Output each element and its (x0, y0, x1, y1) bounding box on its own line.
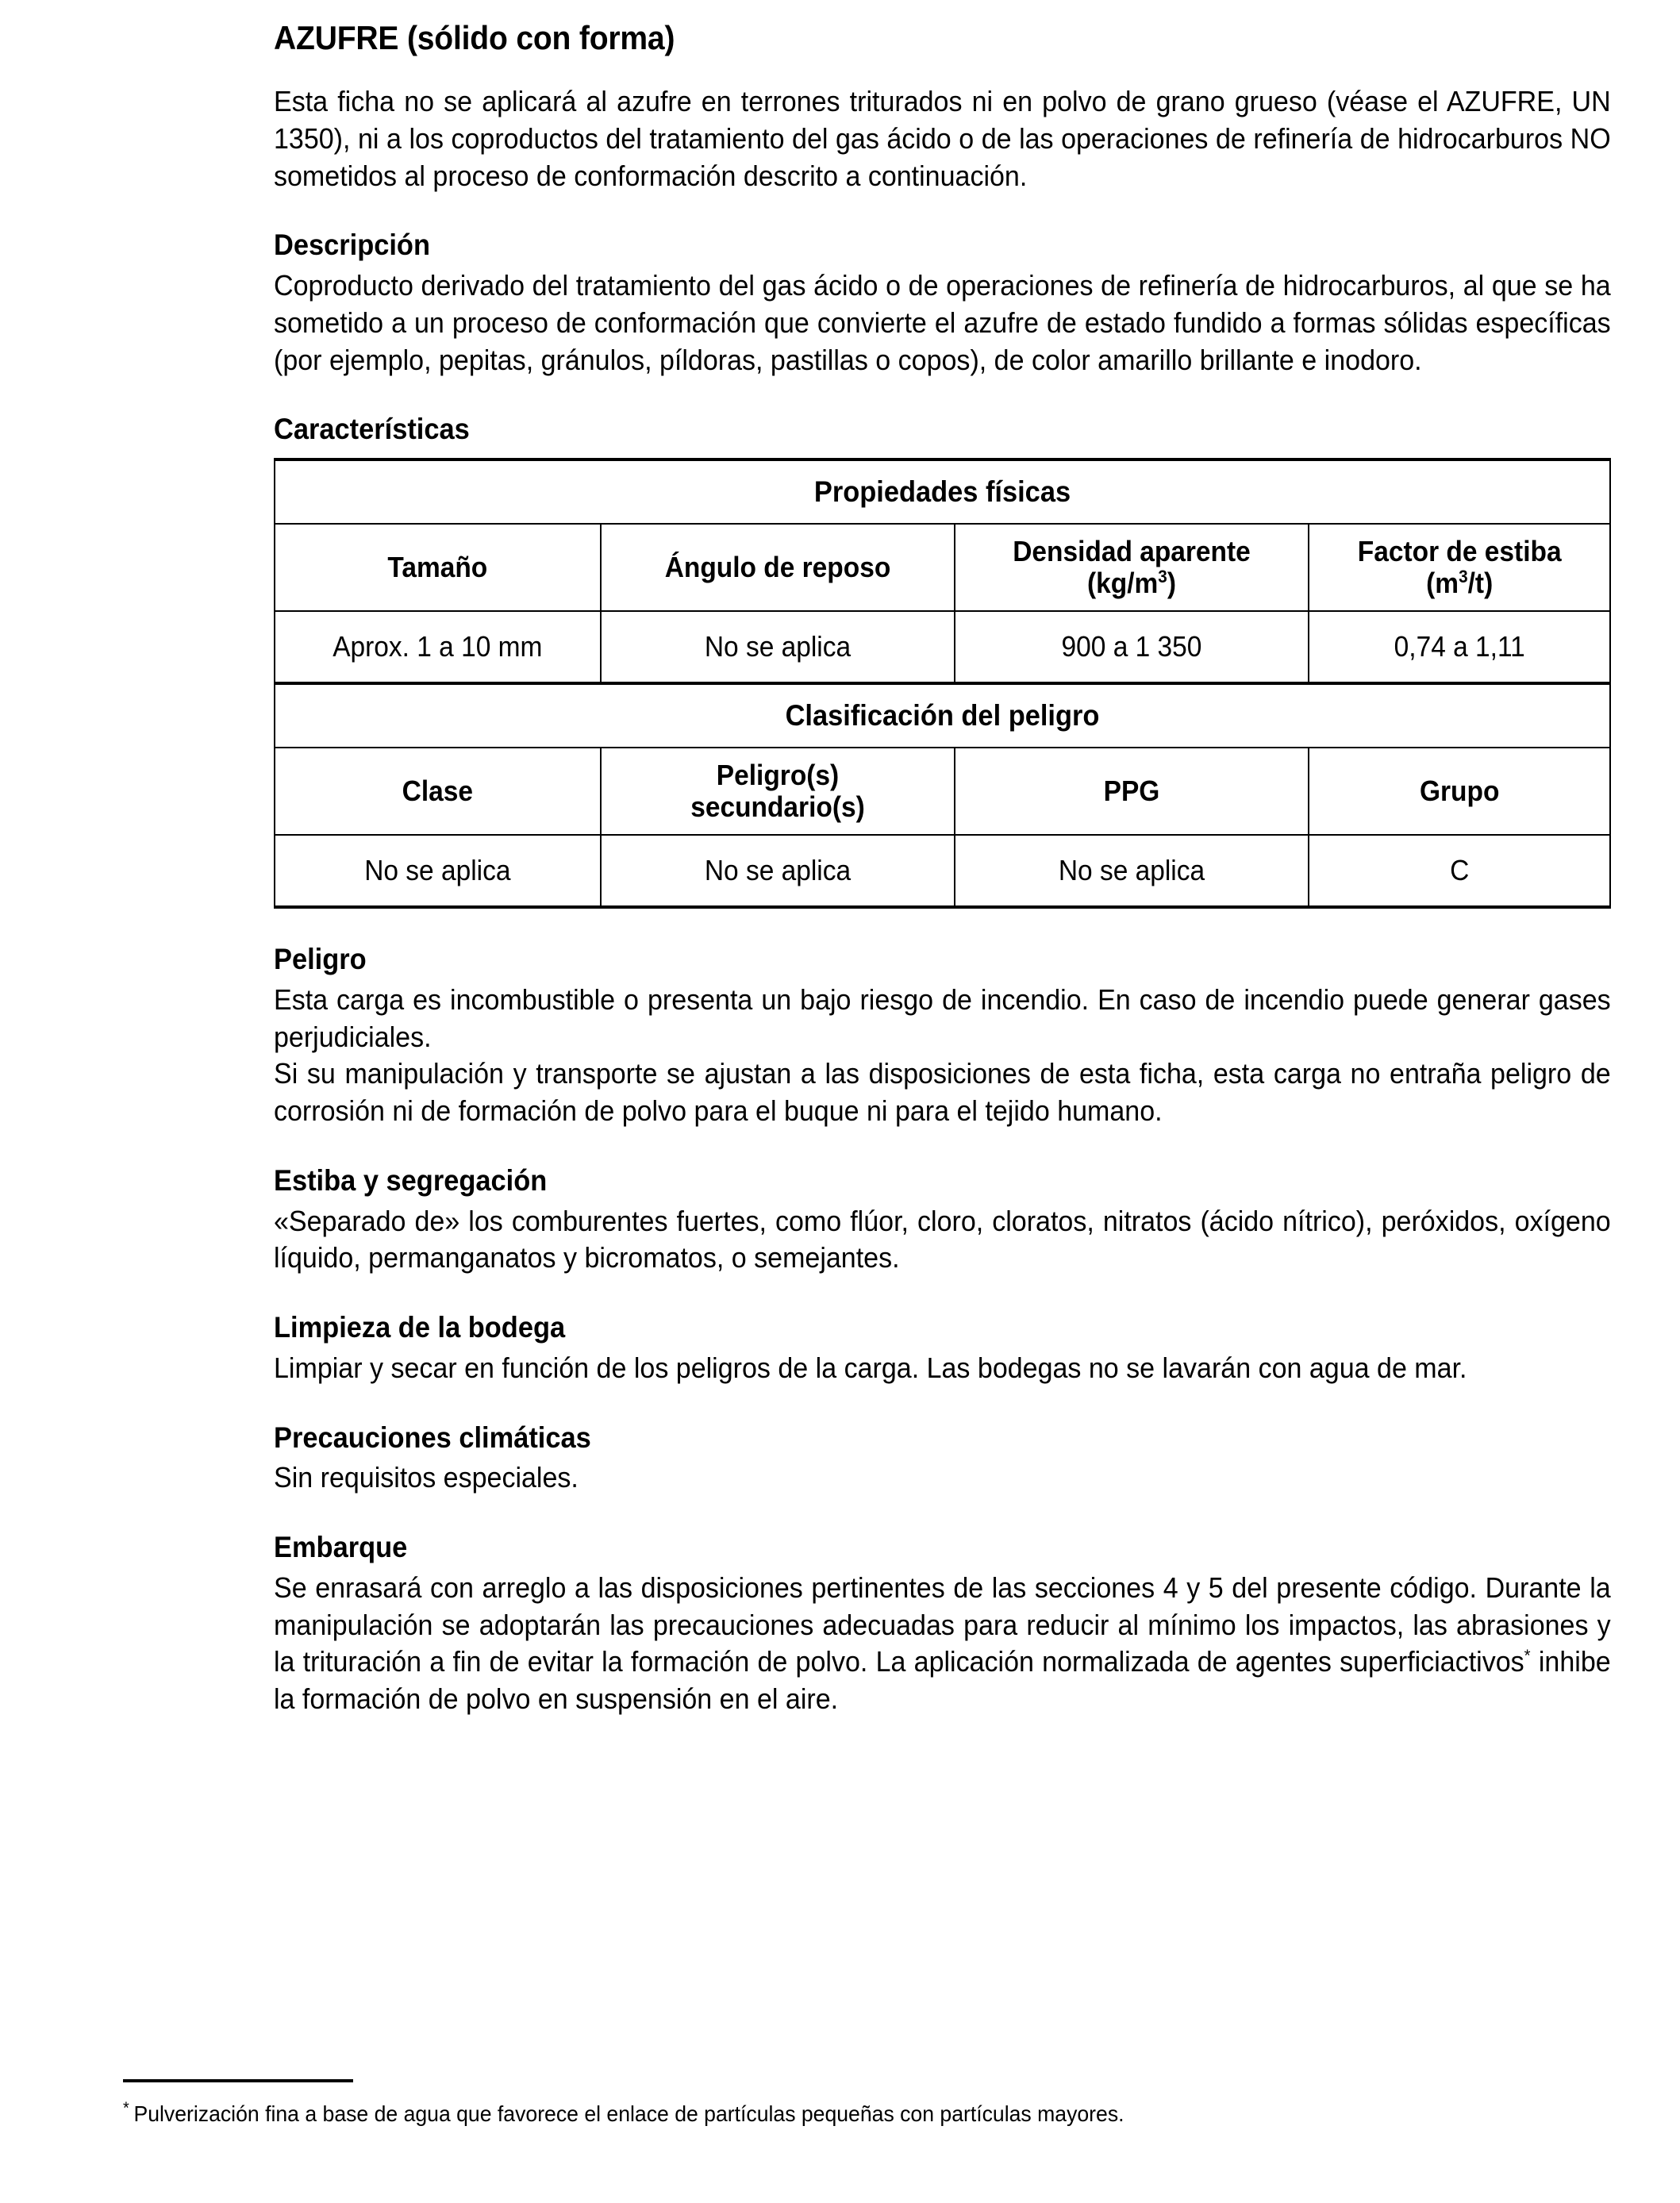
embarque-text-part1: Se enrasará con arreglo a las disposiciones pertinentes de las secciones 4 y 5 del presente código. Durante la manipulación se adoptarán las precauciones adecuadas para reducir al mínimo los impactos, las abrasiones y la trituración a fin de evitar la formación de polvo. La aplicación normalizada de agentes superficiactivos (274, 1571, 1611, 1678)
section-body-limpieza-bodega: Limpiar y secar en función de los peligros de la carga. Las bodegas no se lavarán con agua de mar. (274, 1351, 1467, 1384)
section-heading-estiba-segregacion: Estiba y segregación (274, 1163, 548, 1197)
spacer (274, 1277, 1611, 1310)
table-band-physical: Propiedades físicas (275, 459, 1610, 524)
section-heading-embarque: Embarque (274, 1531, 408, 1564)
table-cell-clase-value: No se aplica (275, 835, 601, 907)
table-cell-grupo-value: C (1309, 835, 1610, 907)
section-heading-descripcion: Descripción (274, 229, 430, 262)
table-header-grupo: Grupo (1309, 748, 1610, 835)
table-row-hazard-headers (275, 748, 1610, 835)
section-body-peligro-2: Si su manipulación y transporte se ajustan a las disposiciones de esta ficha, esta carga no entraña peligro de corrosión ni de formación de polvo para el buque ni para el tejido humano. (274, 1057, 1611, 1128)
section-heading-precauciones-climaticas: Precauciones climáticas (274, 1421, 591, 1454)
page-title: AZUFRE (sólido con forma) (274, 19, 675, 56)
peligro-sec-line1: Peligro(s) (716, 758, 839, 791)
intro-paragraph: Esta ficha no se aplicará al azufre en terrones triturados ni en polvo de grano grueso (véase el AZUFRE, UN 1350), ni a los coproductos del tratamiento del gas ácido o de las operaciones de refinería de hidrocarburos NO sometidos al proceso de conformación descrito a continuación. (274, 85, 1611, 192)
section-body-estiba-segregacion: «Separado de» los comburentes fuertes, como flúor, cloro, cloratos, nitratos (ácido nítrico), peróxidos, oxígeno líquido, permanganatos y bicromatos, o semejantes. (274, 1204, 1611, 1275)
factor-unit-exponent: 3 (1458, 567, 1468, 587)
table-header-peligro-secundario (601, 748, 955, 835)
table-row-physical-band (275, 459, 1610, 524)
document-content (274, 19, 1611, 1718)
table-header-tamano: Tamaño (275, 524, 601, 611)
section-body-precauciones-climaticas: Sin requisitos especiales. (274, 1461, 579, 1494)
table-cell-densidad-value: 900 a 1 350 (955, 611, 1309, 683)
section-body-descripcion: Coproducto derivado del tratamiento del gas ácido o de operaciones de refinería de hidrocarburos, al que se ha sometido a un proceso de conformación que convierte el azufre de estado fundido a formas sólidas específicas (por ejemplo, pepitas, gránulos, píldoras, pastillas o copos), de color amarillo brillante e inodoro. (274, 269, 1611, 376)
peligro-sec-line2: secundario(s) (690, 790, 865, 824)
table-band-hazard: Clasificación del peligro (275, 683, 1610, 748)
footnote-star-marker: * (123, 2098, 129, 2117)
table-row-physical-values (275, 611, 1610, 683)
table-cell-peligro-secundario-value: No se aplica (601, 835, 955, 907)
footnote-text (123, 2100, 1480, 2128)
table-header-ppg: PPG (955, 748, 1309, 835)
densidad-unit-exponent: 3 (1157, 567, 1167, 587)
densidad-label-line1: Densidad aparente (1012, 534, 1251, 567)
spacer (274, 1497, 1611, 1530)
spacer (274, 909, 1611, 942)
table-cell-ppg-value: No se aplica (955, 835, 1309, 907)
footnote-reference-marker[interactable]: * (1524, 1645, 1531, 1666)
section-heading-limpieza-bodega: Limpieza de la bodega (274, 1311, 566, 1344)
section-body-embarque (274, 1570, 1611, 1718)
section-heading-caracteristicas: Características (274, 413, 470, 446)
table-row-hazard-band (275, 683, 1610, 748)
embarque-text-part2: inhibe la formación de polvo en suspensión en el aire. (274, 1645, 1611, 1716)
table-row-hazard-values (275, 835, 1610, 907)
table-cell-factor-value: 0,74 a 1,11 (1309, 611, 1610, 683)
factor-unit-post: /t) (1467, 567, 1493, 600)
footnote-separator-rule (123, 2079, 353, 2082)
table-header-densidad-aparente (955, 524, 1309, 611)
factor-label-line1: Factor de estiba (1357, 534, 1562, 567)
characteristics-table (274, 458, 1611, 909)
section-heading-peligro: Peligro (274, 943, 367, 976)
densidad-unit-pre: (kg/m (1086, 567, 1158, 600)
factor-unit-pre: (m (1425, 567, 1459, 600)
spacer (274, 1387, 1611, 1421)
table-cell-angulo-value: No se aplica (601, 611, 955, 683)
footnote-body: Pulverización fina a base de agua que favorece el enlace de partículas pequeñas con partículas mayores. (133, 2101, 1124, 2126)
table-header-angulo-reposo: Ángulo de reposo (601, 524, 955, 611)
table-header-clase: Clase (275, 748, 601, 835)
table-header-factor-estiba (1309, 524, 1610, 611)
densidad-unit-post: ) (1167, 567, 1176, 600)
spacer (274, 379, 1611, 412)
spacer (274, 1130, 1611, 1163)
table-row-physical-headers (275, 524, 1610, 611)
table-cell-tamano-value: Aprox. 1 a 10 mm (275, 611, 601, 683)
section-body-peligro-1: Esta carga es incombustible o presenta un bajo riesgo de incendio. En caso de incendio puede generar gases perjudiciales. (274, 982, 1611, 1053)
spacer (274, 194, 1611, 228)
footnote-area (123, 2079, 1551, 2128)
